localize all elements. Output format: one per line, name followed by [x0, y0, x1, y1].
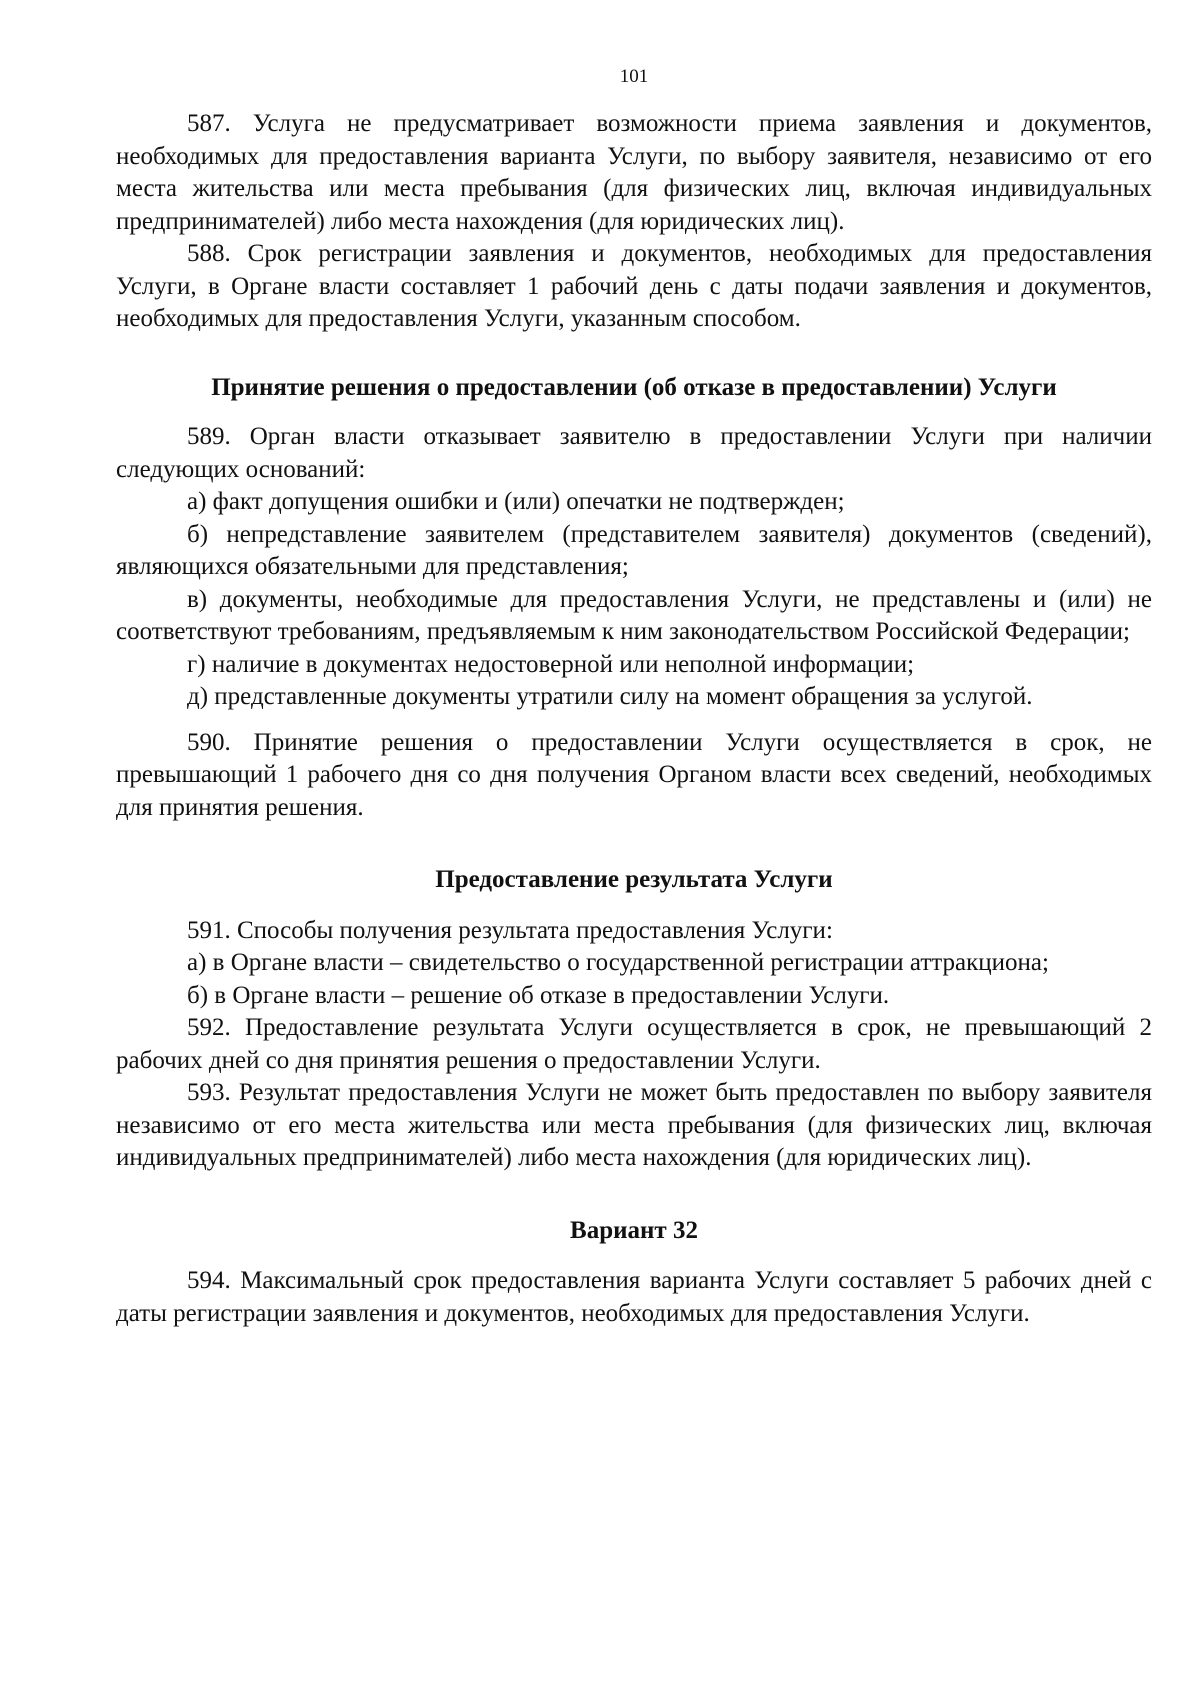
paragraph-590: 590. Принятие решения о предоставлении Услуги осуществляется в срок, не превышающий 1 рабочего дня со дня получения Органом власти всех сведений, необходимых для принятия решения. — [116, 728, 1152, 821]
list-item-v: в) документы, необходимые для предоставления Услуги, не представлены и (или) не соответствуют требованиям, предъявляемым к ним законодательством Российской Федерации; — [116, 585, 1152, 645]
paragraph-592: 592. Предоставление результата Услуги осуществляется в срок, не превышающий 2 рабочих дней со дня принятия решения о предоставлении Услуги. — [116, 1014, 1152, 1074]
section-heading-variant-32: Вариант 32 — [570, 1216, 698, 1244]
list-item-g: г) наличие в документах недостоверной или неполной информации; — [187, 650, 915, 678]
list-item-591-a: а) в Органе власти – свидетельство о государственной регистрации аттракциона; — [187, 949, 1049, 976]
document-page — [116, 66, 1152, 1330]
list-item-a: а) факт допущения ошибки и (или) опечатки не подтвержден; — [187, 488, 845, 515]
paragraph-587: 587. Услуга не предусматривает возможности приема заявления и документов, необходимых для предоставления варианта Услуги, по выбору заявителя, независимо от его места жительства или места пребывания (для физических лиц, включая индивидуальных предпринимателей) либо места нахождения (для юридических лиц). — [116, 110, 1152, 235]
paragraph-594: 594. Максимальный срок предоставления варианта Услуги составляет 5 рабочих дней с даты регистрации заявления и документов, необходимых для предоставления Услуги. — [116, 1267, 1152, 1327]
list-item-b: б) непредставление заявителем (представителем заявителя) документов (сведений), являющихся обязательными для представления; — [116, 520, 1152, 580]
list-item-d: д) представленные документы утратили силу на момент обращения за услугой. — [187, 683, 1033, 710]
paragraph-589: 589. Орган власти отказывает заявителю в предоставлении Услуги при наличии следующих оснований: — [116, 423, 1152, 483]
section-heading-result: Предоставление результата Услуги — [435, 866, 833, 893]
paragraph-588: 588. Срок регистрации заявления и документов, необходимых для предоставления Услуги, в Органе власти составляет 1 рабочий день с даты подачи заявления и документов, необходимых для предоставления Услуги, указанным способом. — [116, 240, 1152, 332]
page-number: 101 — [619, 66, 649, 87]
section-heading-decision: Принятие решения о предоставлении (об отказе в предоставлении) Услуги — [211, 373, 1057, 401]
paragraph-593: 593. Результат предоставления Услуги не может быть предоставлен по выбору заявителя независимо от его места жительства или места пребывания (для физических лиц, включая индивидуальных предпринимателей) либо места нахождения (для юридических лиц). — [116, 1079, 1152, 1171]
list-item-591-b: б) в Органе власти – решение об отказе в предоставлении Услуги. — [187, 981, 890, 1009]
paragraph-591: 591. Способы получения результата предоставления Услуги: — [187, 916, 833, 944]
